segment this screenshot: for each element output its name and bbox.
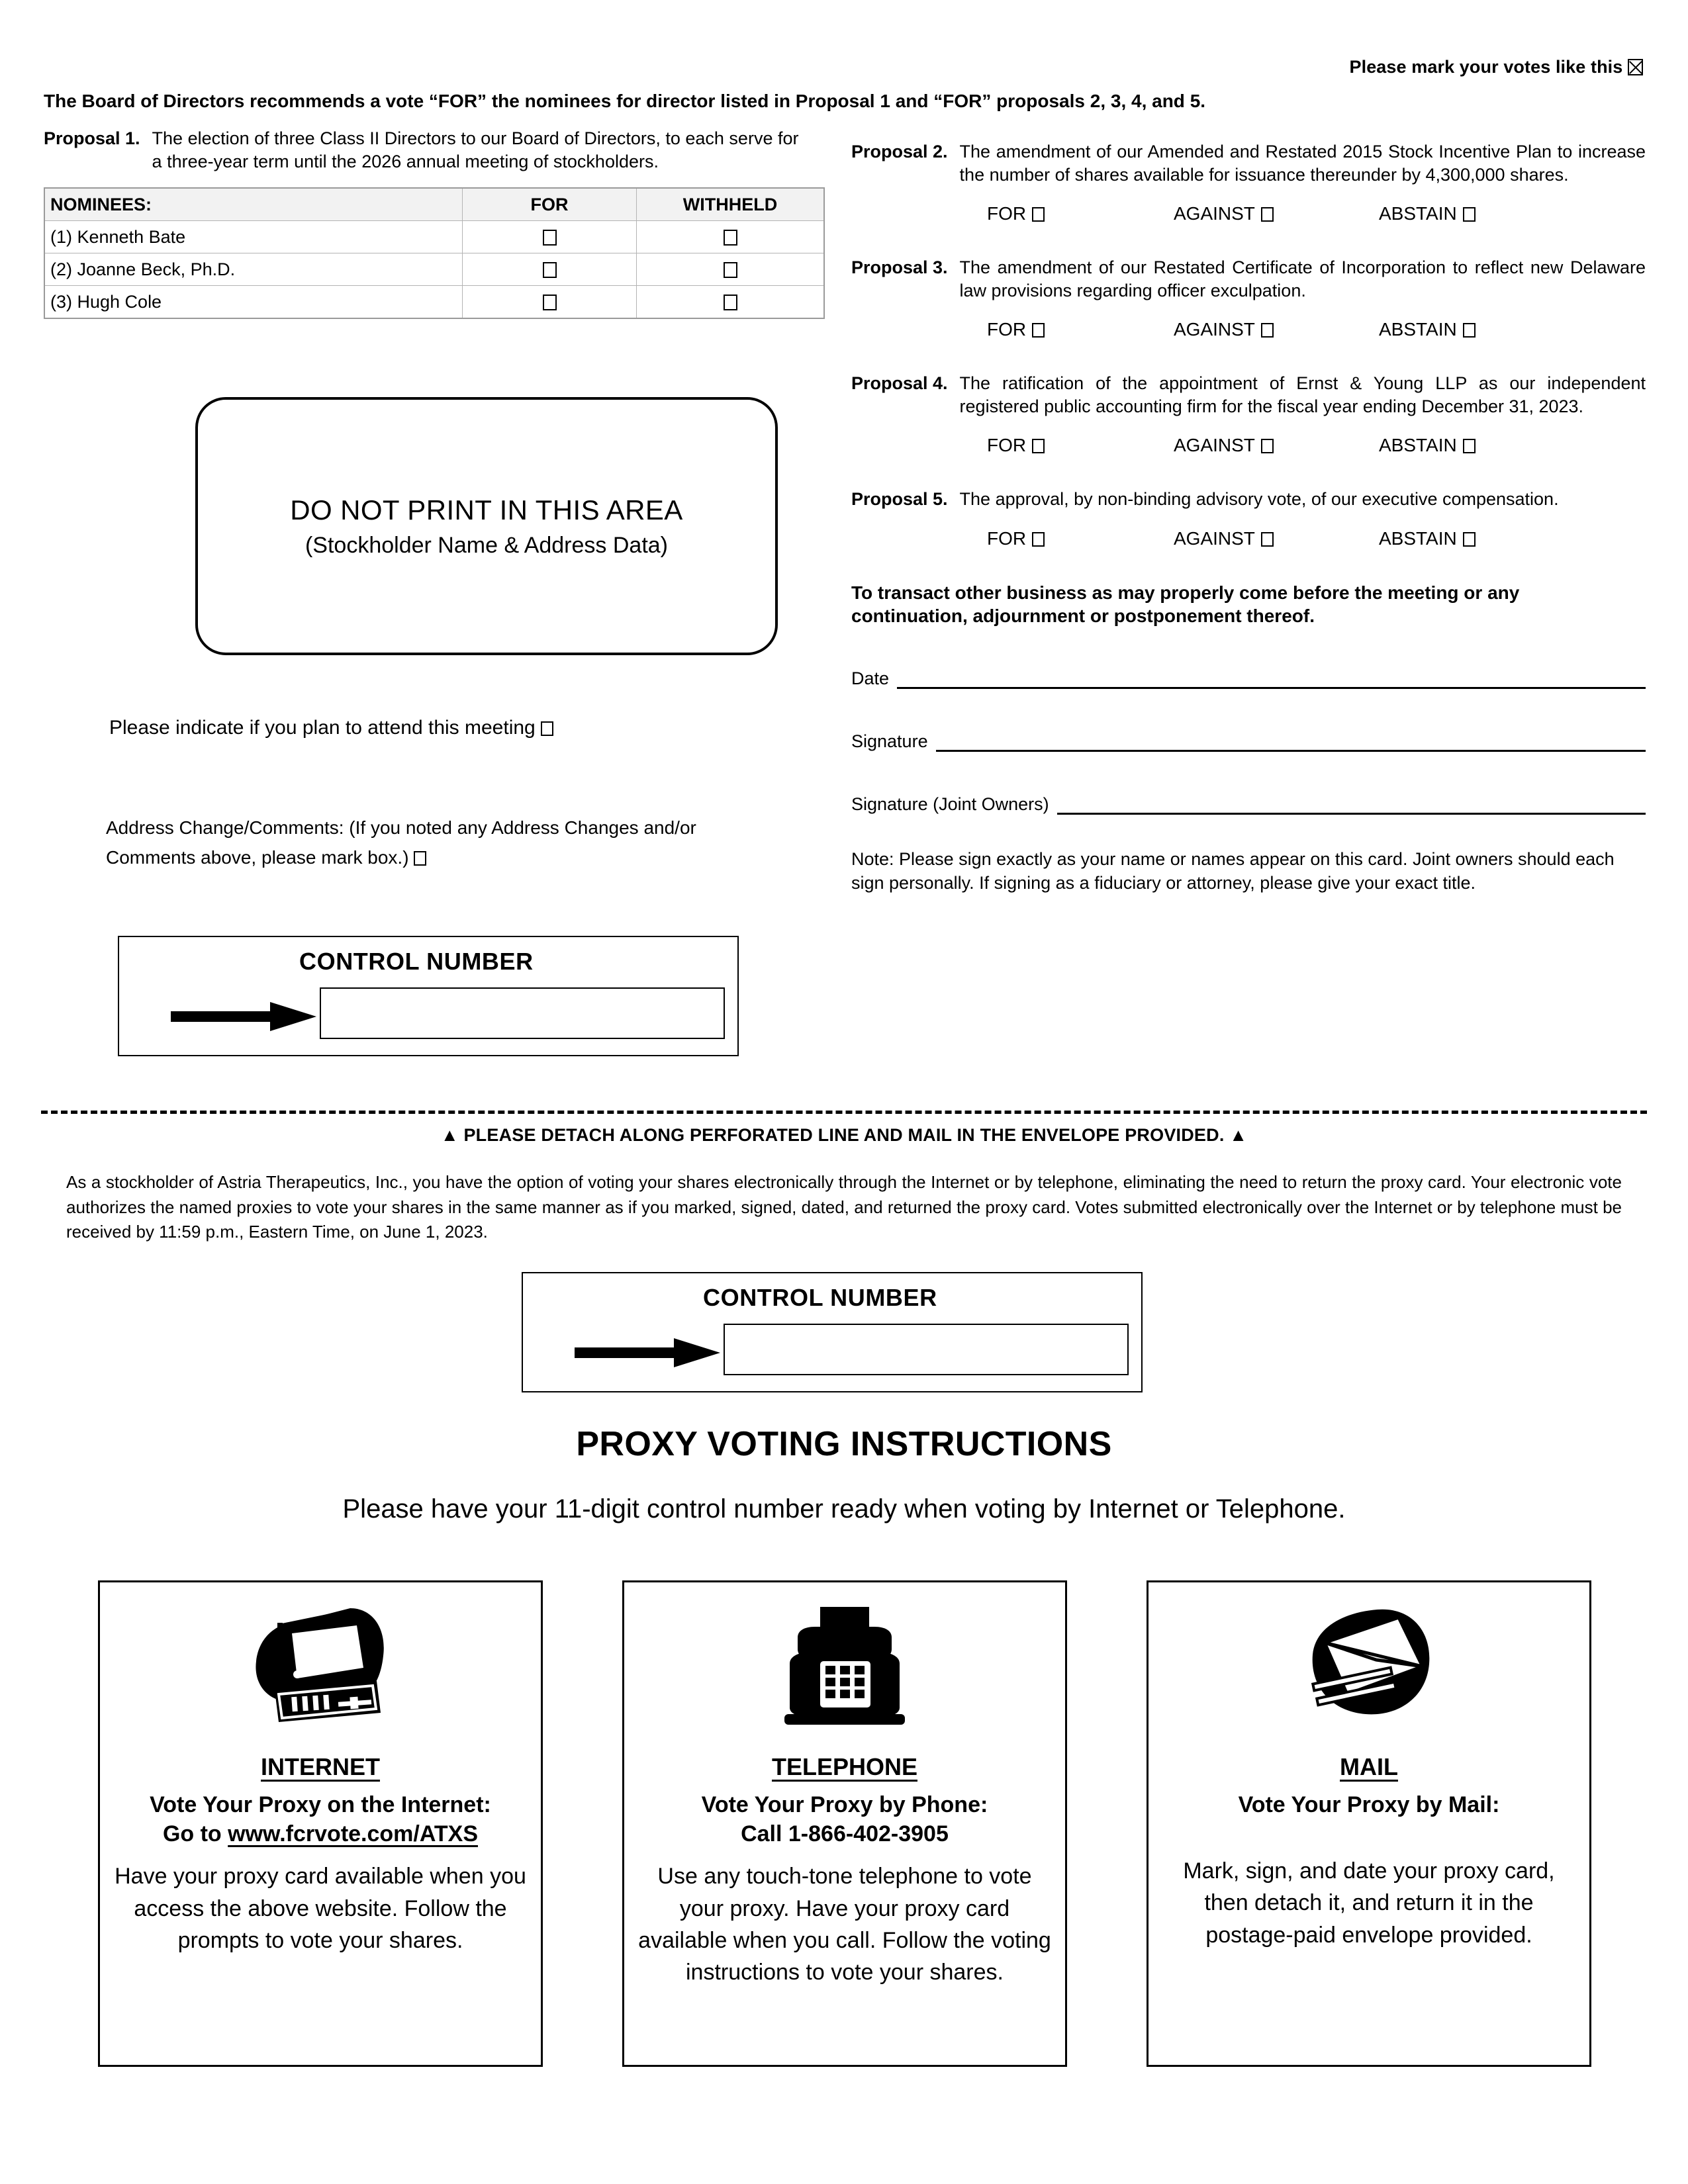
nominees-header-row <box>44 188 824 221</box>
address-change-label: Address Change/Comments: (If you noted any Address Changes and/or Comments above, please mark box.) <box>106 817 696 868</box>
checkbox-icon[interactable] <box>1261 323 1274 338</box>
nominee-2-for-cell[interactable] <box>463 253 637 286</box>
checked-box-sample-icon <box>1628 59 1643 75</box>
method-telephone-body: Use any touch-tone telephone to vote your proxy. Have your proxy card available when you call. Follow the voting instructions to vote your shares. <box>638 1864 1051 1985</box>
proposal-3-label: Proposal 3. <box>851 257 948 278</box>
proposal-3-against-option[interactable] <box>1174 319 1274 340</box>
checkbox-icon[interactable] <box>724 230 737 246</box>
proposal-5-abstain-option[interactable] <box>1379 528 1476 549</box>
proposal-4-for-option[interactable] <box>987 435 1045 456</box>
method-internet-heading: INTERNET <box>261 1753 380 1780</box>
control-number-box-top <box>118 936 739 1056</box>
proposal-5-label: Proposal 5. <box>851 489 948 510</box>
signature-input-line[interactable] <box>936 733 1646 752</box>
checkbox-icon[interactable] <box>1032 207 1045 222</box>
checkbox-icon[interactable] <box>1463 439 1476 453</box>
method-internet <box>98 1580 543 2067</box>
detach-instruction: ▲ PLEASE DETACH ALONG PERFORATED LINE AND MAIL IN THE ENVELOPE PROVIDED. ▲ <box>440 1125 1248 1145</box>
proposal-2-block <box>851 140 1646 227</box>
proposal-2-vote-row <box>987 203 1646 227</box>
method-internet-sub-line1: Vote Your Proxy on the Internet: <box>150 1792 491 1817</box>
proposal-4-abstain-option[interactable] <box>1379 435 1476 456</box>
left-column <box>44 127 812 319</box>
do-not-print-line-2: (Stockholder Name & Address Data) <box>305 532 669 558</box>
voting-methods <box>98 1580 1591 2067</box>
nominees-table <box>44 187 825 319</box>
date-input-line[interactable] <box>897 670 1646 689</box>
option-label: FOR <box>987 319 1027 340</box>
joint-signature-input-line[interactable] <box>1057 796 1646 815</box>
method-mail-subheading: Vote Your Proxy by Mail: <box>1238 1792 1500 1817</box>
checkbox-icon[interactable] <box>1463 323 1476 338</box>
nominee-1-withheld-cell[interactable] <box>637 221 825 253</box>
signature-note: Note: Please sign exactly as your name or names appear on this card. Joint owners should each sign personally. If signing as a fiduciary or attorney, please give your exact title. <box>851 849 1615 893</box>
checkbox-icon[interactable] <box>543 295 557 310</box>
nominees-header-name: NOMINEES: <box>44 188 463 221</box>
proposal-4-vote-row <box>987 435 1646 459</box>
option-label: AGAINST <box>1174 319 1255 340</box>
instructions-subtitle: Please have your 11-digit control number ready when voting by Internet or Telephone. <box>342 1494 1346 1524</box>
board-recommendation: The Board of Directors recommends a vote “FOR” the nominees for director listed in Proposal 1 and “FOR” proposals 2, 3, 4, and 5. <box>44 91 1206 111</box>
option-label: ABSTAIN <box>1379 527 1457 549</box>
proposal-2-abstain-option[interactable] <box>1379 203 1476 224</box>
method-internet-goto-label: Go to <box>162 1821 228 1847</box>
checkbox-icon[interactable] <box>1261 207 1274 222</box>
control-number-input-top[interactable] <box>320 987 725 1039</box>
proposal-1-label: Proposal 1. <box>44 128 140 148</box>
signature-area <box>851 668 1646 895</box>
right-column <box>851 140 1646 895</box>
nominee-3-withheld-cell[interactable] <box>637 286 825 319</box>
option-label: FOR <box>987 203 1027 224</box>
checkbox-icon[interactable] <box>1463 207 1476 222</box>
control-number-title: CONTROL NUMBER <box>299 948 534 975</box>
proposal-4-row <box>851 372 1646 418</box>
proposal-4-block <box>851 372 1646 459</box>
method-telephone <box>622 1580 1067 2067</box>
option-label: FOR <box>987 435 1027 456</box>
option-label: ABSTAIN <box>1379 435 1457 456</box>
method-telephone-heading: TELEPHONE <box>771 1753 918 1780</box>
proposal-5-for-option[interactable] <box>987 528 1045 549</box>
checkbox-icon[interactable] <box>1032 532 1045 547</box>
option-label: ABSTAIN <box>1379 203 1457 224</box>
proposal-3-abstain-option[interactable] <box>1379 319 1476 340</box>
control-number-input-bottom[interactable] <box>724 1324 1129 1375</box>
page-title: PROXY VOTING INSTRUCTIONS <box>576 1425 1112 1463</box>
proposal-4-text: The ratification of the appointment of Ernst & Young LLP as our independent registered public accounting firm for the fiscal year ending December 31, 2023. <box>959 373 1646 416</box>
proposal-5-text: The approval, by non-binding advisory vote, of our executive compensation. <box>959 489 1559 510</box>
nominee-name: (3) Hugh Cole <box>44 286 463 319</box>
proposal-3-text: The amendment of our Restated Certificate of Incorporation to reflect new Delaware law provisions regarding officer exculpation. <box>959 257 1646 300</box>
proposal-5-block <box>851 488 1646 552</box>
do-not-print-area <box>195 397 778 655</box>
method-mail-heading: MAIL <box>1340 1753 1398 1780</box>
option-label: AGAINST <box>1174 527 1255 549</box>
checkbox-icon[interactable] <box>724 262 737 278</box>
proposal-3-vote-row <box>987 319 1646 343</box>
proposal-3-row <box>851 256 1646 302</box>
table-row <box>44 253 824 286</box>
address-change-line <box>106 813 768 873</box>
arrow-right-icon <box>575 1337 720 1369</box>
date-row <box>851 668 1646 689</box>
nominee-name: (2) Joanne Beck, Ph.D. <box>44 253 463 286</box>
checkbox-icon[interactable] <box>543 230 557 246</box>
method-internet-body: Have your proxy card available when you access the above website. Follow the prompts to vote your shares. <box>115 1864 526 1953</box>
checkbox-icon[interactable] <box>1261 532 1274 547</box>
method-telephone-subheading <box>702 1790 988 1848</box>
attendance-checkbox-icon[interactable] <box>541 721 553 736</box>
proposal-3-block <box>851 256 1646 343</box>
address-change-checkbox-icon[interactable] <box>414 851 426 866</box>
proposal-2-for-option[interactable] <box>987 203 1045 224</box>
do-not-print-line-1: DO NOT PRINT IN THIS AREA <box>290 494 683 525</box>
nominee-2-withheld-cell[interactable] <box>637 253 825 286</box>
proposal-4-against-option[interactable] <box>1174 435 1274 456</box>
checkbox-icon[interactable] <box>724 295 737 310</box>
control-number-box-bottom <box>522 1272 1143 1392</box>
signature-row <box>851 731 1646 752</box>
proposal-5-row <box>851 488 1646 511</box>
arrow-right-icon <box>171 1001 316 1032</box>
option-label: ABSTAIN <box>1379 319 1457 340</box>
date-label: Date <box>851 668 890 689</box>
checkbox-icon[interactable] <box>543 262 557 278</box>
proposal-1-row <box>44 127 812 173</box>
nominee-name: (1) Kenneth Bate <box>44 221 463 253</box>
proposal-1-text: The election of three Class II Directors to our Board of Directors, to each serve for a three-year term until the 2026 annual meeting of stockholders. <box>152 128 799 171</box>
computer-icon <box>251 1593 390 1745</box>
method-mail-body: Mark, sign, and date your proxy card, then detach it, and return it in the postage-paid envelope provided. <box>1183 1858 1555 1948</box>
proposal-5-against-option[interactable] <box>1174 528 1274 549</box>
option-label: AGAINST <box>1174 203 1255 224</box>
attendance-line <box>109 717 553 739</box>
table-row <box>44 221 824 253</box>
proposal-4-label: Proposal 4. <box>851 373 948 394</box>
mark-instruction <box>1349 57 1643 77</box>
method-telephone-sub-line1: Vote Your Proxy by Phone: <box>701 1792 988 1817</box>
proposal-2-against-option[interactable] <box>1174 203 1274 224</box>
checkbox-icon[interactable] <box>1463 532 1476 547</box>
proposal-2-row <box>851 140 1646 186</box>
proposal-2-text: The amendment of our Amended and Restated 2015 Stock Incentive Plan to increase the number of shares available for issuance thereunder by 4,300,000 shares. <box>959 142 1646 185</box>
envelope-icon <box>1299 1593 1438 1745</box>
attendance-label: Please indicate if you plan to attend this meeting <box>109 717 536 739</box>
method-mail <box>1147 1580 1591 2067</box>
nominee-1-for-cell[interactable] <box>463 221 637 253</box>
electronic-voting-statement: As a stockholder of Astria Therapeutics, Inc., you have the option of voting your shares electronically through the Internet or by telephone, eliminating the need to return the proxy card. Your electronic vote authorizes the named proxies to vote your shares in the same manner as if you marked, signed, dated, and returned the proxy card. Votes submitted electronically over the Internet or by telephone must be received by 11:59 p.m., Eastern Time, on June 1, 2023. <box>66 1172 1622 1242</box>
perforation-line <box>41 1111 1647 1114</box>
option-label: AGAINST <box>1174 435 1255 456</box>
nominees-header-withheld: WITHHELD <box>637 188 825 221</box>
control-number-title-bottom: CONTROL NUMBER <box>703 1284 937 1311</box>
method-telephone-phone-number[interactable]: Call 1-866-402-3905 <box>741 1821 949 1847</box>
signature-label: Signature <box>851 731 928 752</box>
proposal-3-for-option[interactable] <box>987 319 1045 340</box>
other-business-text: To transact other business as may properly come before the meeting or any continuation, adjournment or postponement thereof. <box>851 582 1520 627</box>
joint-signature-label: Signature (Joint Owners) <box>851 794 1049 815</box>
checkbox-icon[interactable] <box>1261 439 1274 453</box>
table-row <box>44 286 824 319</box>
proposal-2-label: Proposal 2. <box>851 142 948 161</box>
option-label: FOR <box>987 527 1027 549</box>
proposal-5-vote-row <box>987 528 1646 552</box>
telephone-icon <box>775 1593 914 1745</box>
mark-instruction-text: Please mark your votes like this <box>1349 57 1623 77</box>
method-internet-url[interactable]: www.fcrvote.com/ATXS <box>228 1821 479 1847</box>
nominee-3-for-cell[interactable] <box>463 286 637 319</box>
checkbox-icon[interactable] <box>1032 323 1045 338</box>
nominees-header-for: FOR <box>463 188 637 221</box>
joint-signature-row <box>851 794 1646 815</box>
checkbox-icon[interactable] <box>1032 439 1045 453</box>
method-internet-subheading <box>150 1790 491 1848</box>
